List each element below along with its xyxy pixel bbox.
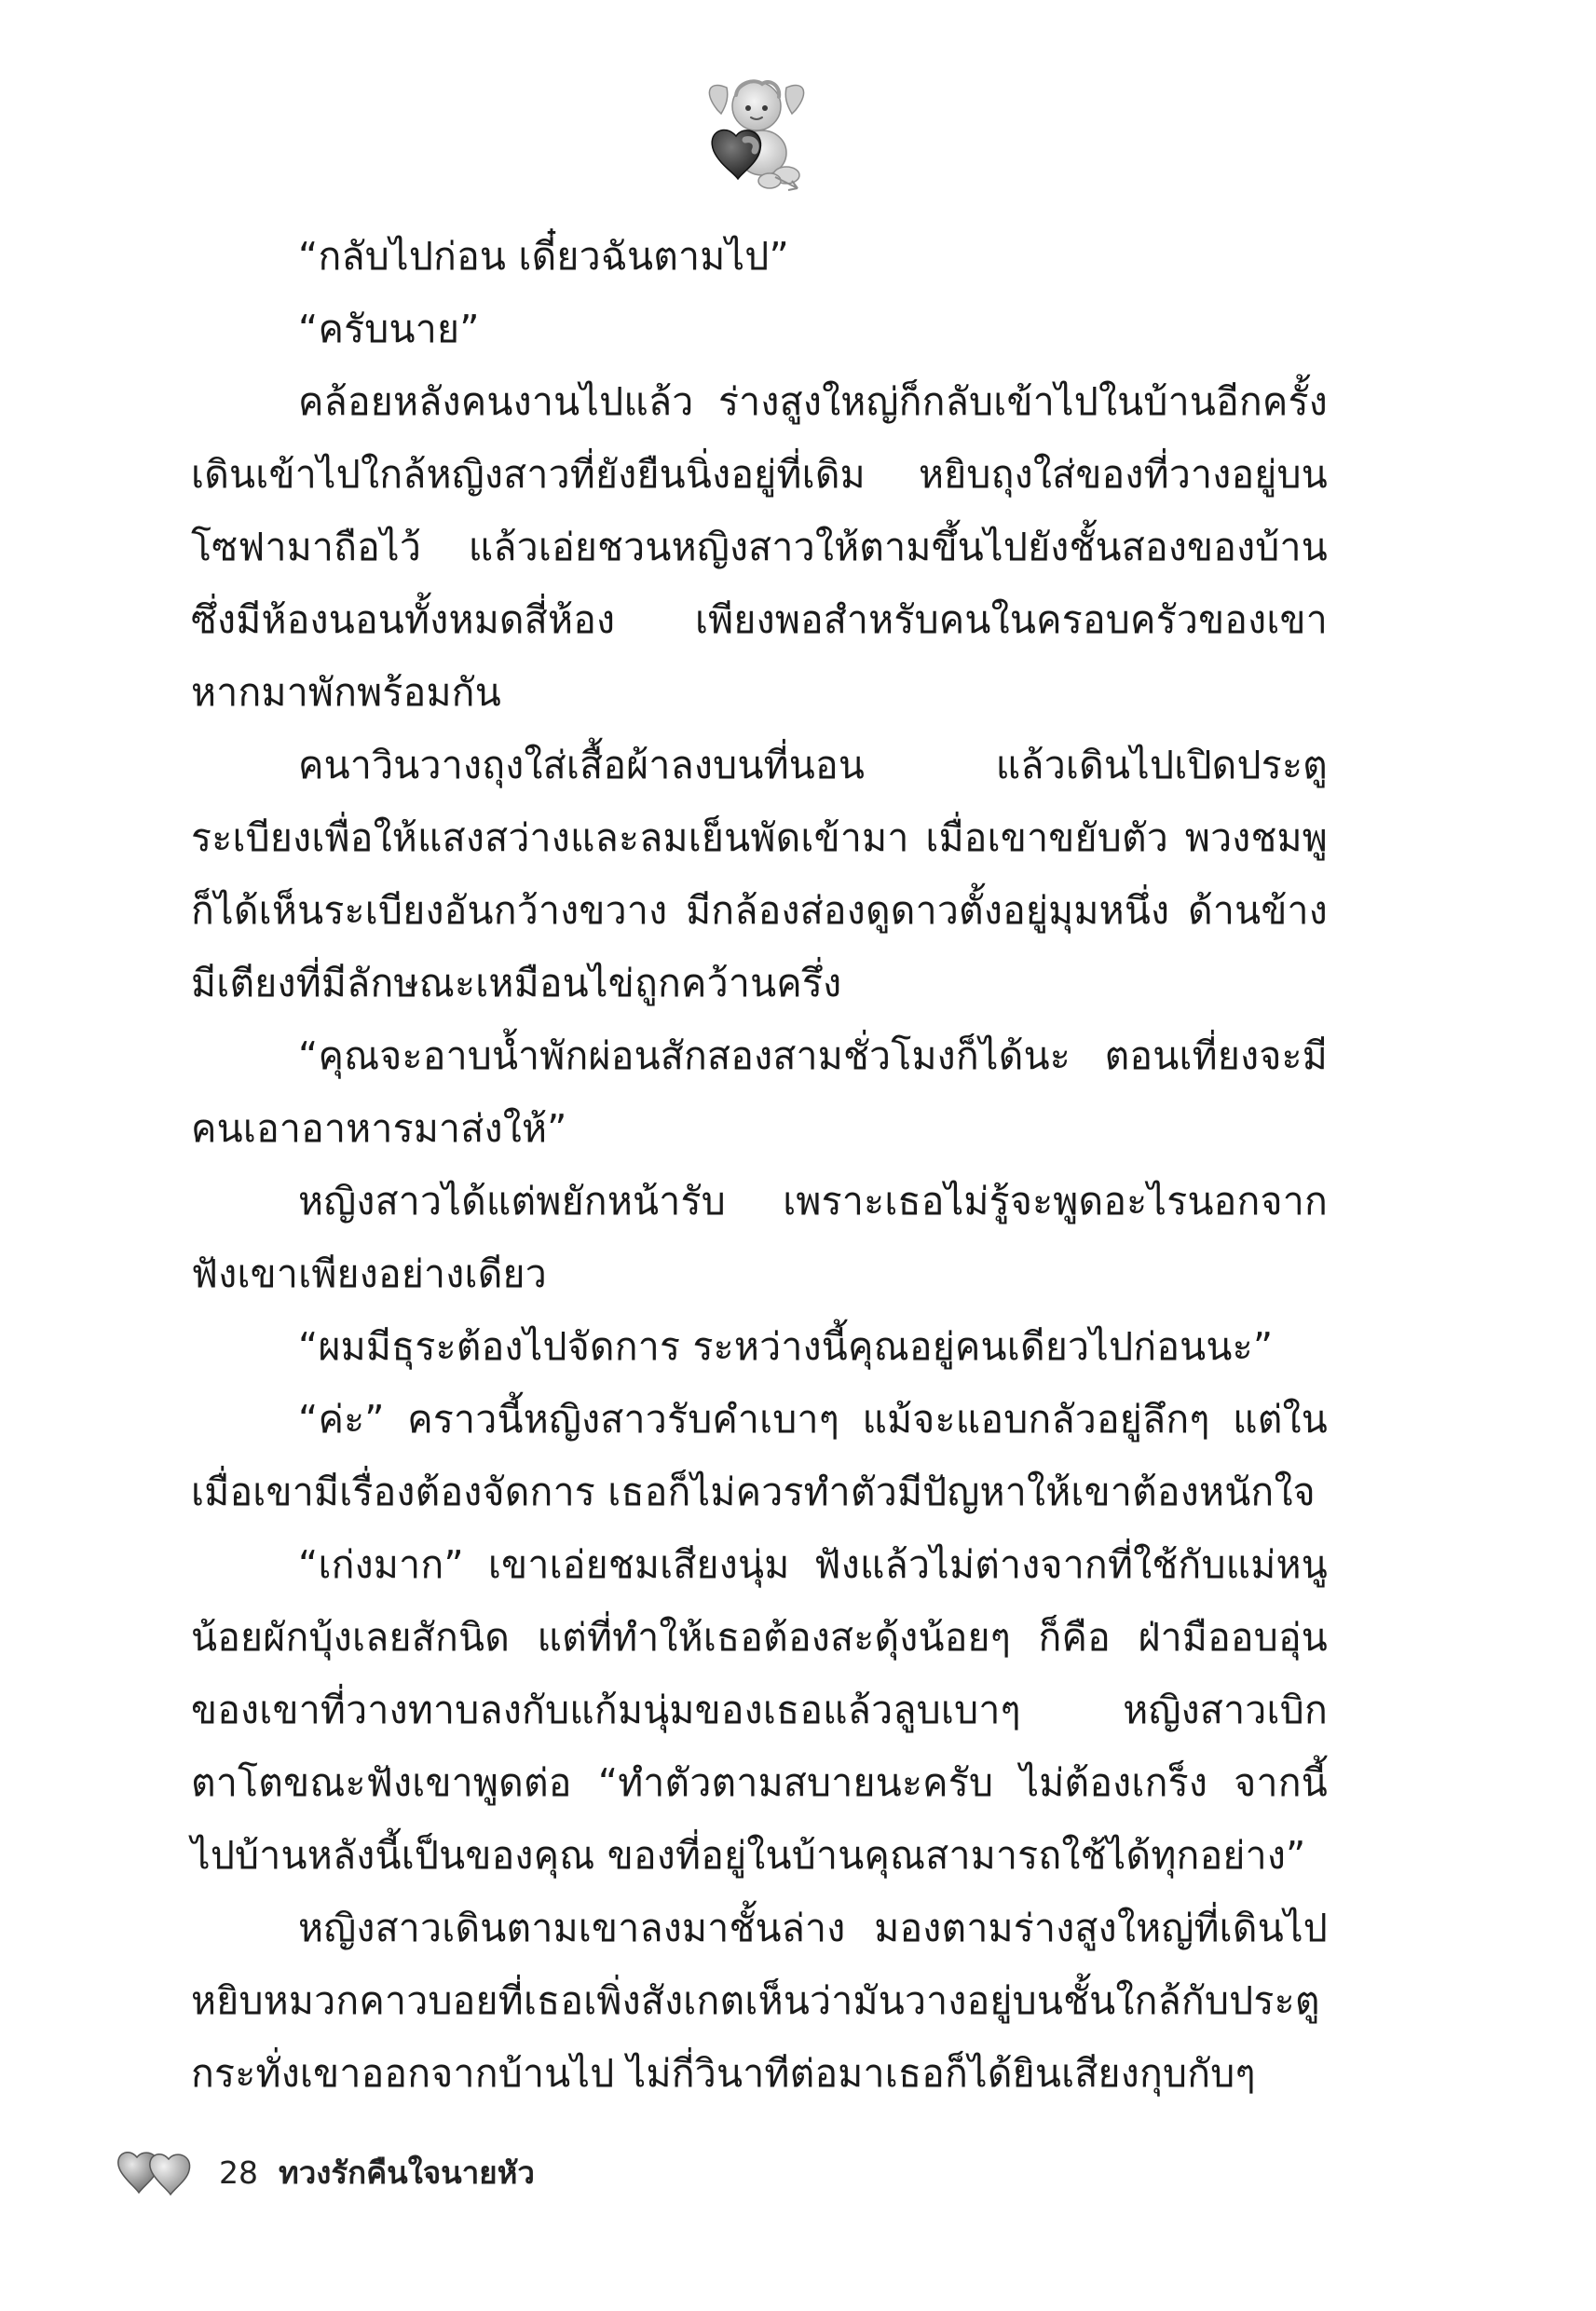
paragraph: หญิงสาวได้แต่พยักหน้ารับ เพราะเธอไม่รู้จะพูดอะไรนอกจากฟังเขาเพียงอย่างเดียว bbox=[191, 1179, 1328, 1296]
book-title: ทวงรักคืนใจนายหัว bbox=[279, 2154, 535, 2191]
paragraph: “ผมมีธุระต้องไปจัดการ ระหว่างนี้คุณอยู่คนเดียวไปก่อนนะ” bbox=[298, 1324, 1274, 1369]
page-number: 28 bbox=[219, 2154, 258, 2191]
paragraph: “เก่งมาก” เขาเอ่ยชมเสียงนุ่ม ฟังแล้วไม่ต่างจากที่ใช้กับแม่หนูน้อยผักบุ้งเลยสักนิด แต่ที่ทำให้เธอต้องสะดุ้งน้อยๆ ก็คือ ฝ่ามืออบอุ่นของเขาที่วางทาบลงกับแก้มนุ่มของเธอแล้วลูบเบาๆ หญิงสาวเบิกตาโตขณะฟังเขาพูดต่อ “ทำตัวตามสบายนะครับ ไม่ต้องเกร็ง จากนี้ไปบ้านหลังนี้เป็นของคุณ ของที่อยู่ในบ้านคุณสามารถใช้ได้ทุกอย่าง” bbox=[191, 1542, 1328, 1878]
paragraph: คล้อยหลังคนงานไปแล้ว ร่างสูงใหญ่ก็กลับเข้าไปในบ้านอีกครั้ง เดินเข้าไปใกล้หญิงสาวที่ยังยืนนิ่งอยู่ที่เดิม หยิบถุงใส่ของที่วางอยู่บนโซฟามาถือไว้ แล้วเอ่ยชวนหญิงสาวให้ตามขึ้นไปยังชั้นสองของบ้าน ซึ่งมีห้องนอนทั้งหมดสี่ห้อง เพียงพอสำหรับคนในครอบครัวของเขาหากมาพักพร้อมกัน bbox=[191, 379, 1328, 715]
cupid-heart-icon bbox=[701, 73, 812, 194]
paragraph: หญิงสาวเดินตามเขาลงมาชั้นล่าง มองตามร่างสูงใหญ่ที่เดินไปหยิบหมวกคาวบอยที่เธอเพิ่งสังเกตเห็นว่ามันวางอยู่บนชั้นใกล้กับประตูกระทั่งเขาออกจากบ้านไป ไม่กี่วินาทีต่อมาเธอก็ได้ยินเสียงกุบกับๆ bbox=[191, 1906, 1328, 2096]
chapter-text bbox=[191, 220, 1328, 2110]
page-footer bbox=[116, 2140, 535, 2205]
paragraph: “ค่ะ” คราวนี้หญิงสาวรับคำเบาๆ แม้จะแอบกลัวอยู่ลึกๆ แต่ในเมื่อเขามีเรื่องต้องจัดการ เธอก็ไม่ควรทำตัวมีปัญหาให้เขาต้องหนักใจ bbox=[191, 1397, 1328, 1514]
paragraph: “ครับนาย” bbox=[298, 307, 480, 351]
two-hearts-icon bbox=[116, 2146, 193, 2198]
paragraph: “คุณจะอาบน้ำพักผ่อนสักสองสามชั่วโมงก็ได้นะ ตอนเที่ยงจะมีคนเอาอาหารมาส่งให้” bbox=[191, 1033, 1328, 1151]
paragraph: คนาวินวางถุงใส่เสื้อผ้าลงบนที่นอน แล้วเดินไปเปิดประตูระเบียงเพื่อให้แสงสว่างและลมเย็นพัดเข้ามา เมื่อเขาขยับตัว พวงชมพูก็ได้เห็นระเบียงอันกว้างขวาง มีกล้องส่องดูดาวตั้งอยู่มุมหนึ่ง ด้านข้างมีเตียงที่มีลักษณะเหมือนไข่ถูกคว้านครึ่ง bbox=[191, 743, 1328, 1005]
paragraph: “กลับไปก่อน เดี๋ยวฉันตามไป” bbox=[298, 234, 789, 279]
